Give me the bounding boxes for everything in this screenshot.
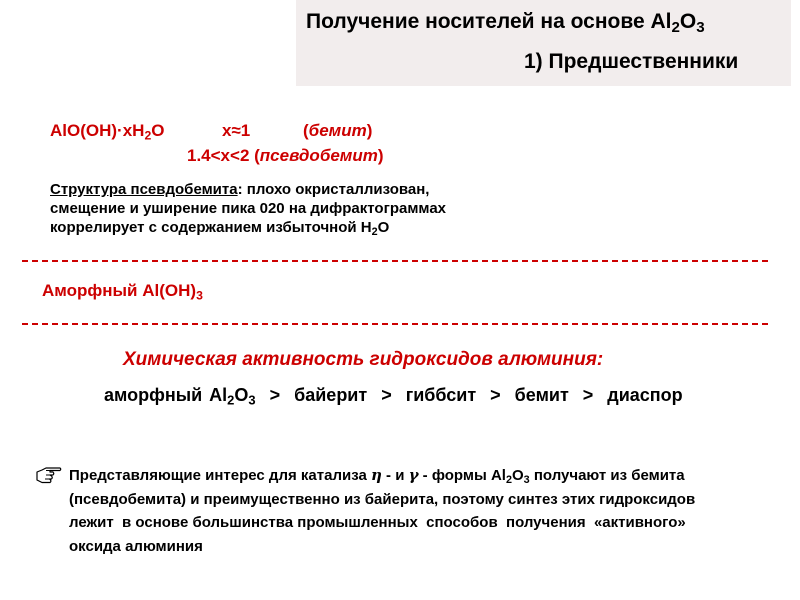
slide-subtitle: 1) Предшественники [524,50,739,73]
dashed-divider-top [22,260,768,262]
structure-description: Структура псевдобемита: плохо окристаллизован, смещение и уширение пика 020 на дифрактограммах коррелирует с содержанием избыточной $H_2O$ [50,181,447,239]
slide-title: Получение носителей на основе $Al_2O_3$ [306,10,705,37]
pointing-hand-icon [36,464,62,486]
catalysis-note: Представляющие интерес для катализа η - и γ - формы $Al_2O_3$ получают из бемита (псевдобемита) и преимущественно из байерита, поэтому синтез этих гидроксидов лежит в основе большинства промышленных способов получения «активного» оксида алюминия [69,466,696,555]
amorphous-hydroxide: Аморфный $Al(OH)_3$ [42,281,203,303]
activity-order: аморфный $Al_2O_3$ > байерит > гиббсит > бемит > диаспор [104,385,683,408]
boehmite-name: (бемит) [303,121,373,140]
dashed-divider-bottom [22,323,768,325]
pseudoboehmite-condition: 1.4<x<2 (псевдобемит) [187,146,384,165]
boehmite-formula: $AlO(OH)\cdot xH_2O$ [50,121,165,143]
activity-heading: Химическая активность гидроксидов алюминия: [123,349,604,370]
boehmite-x-condition: x≈1 [222,121,251,140]
